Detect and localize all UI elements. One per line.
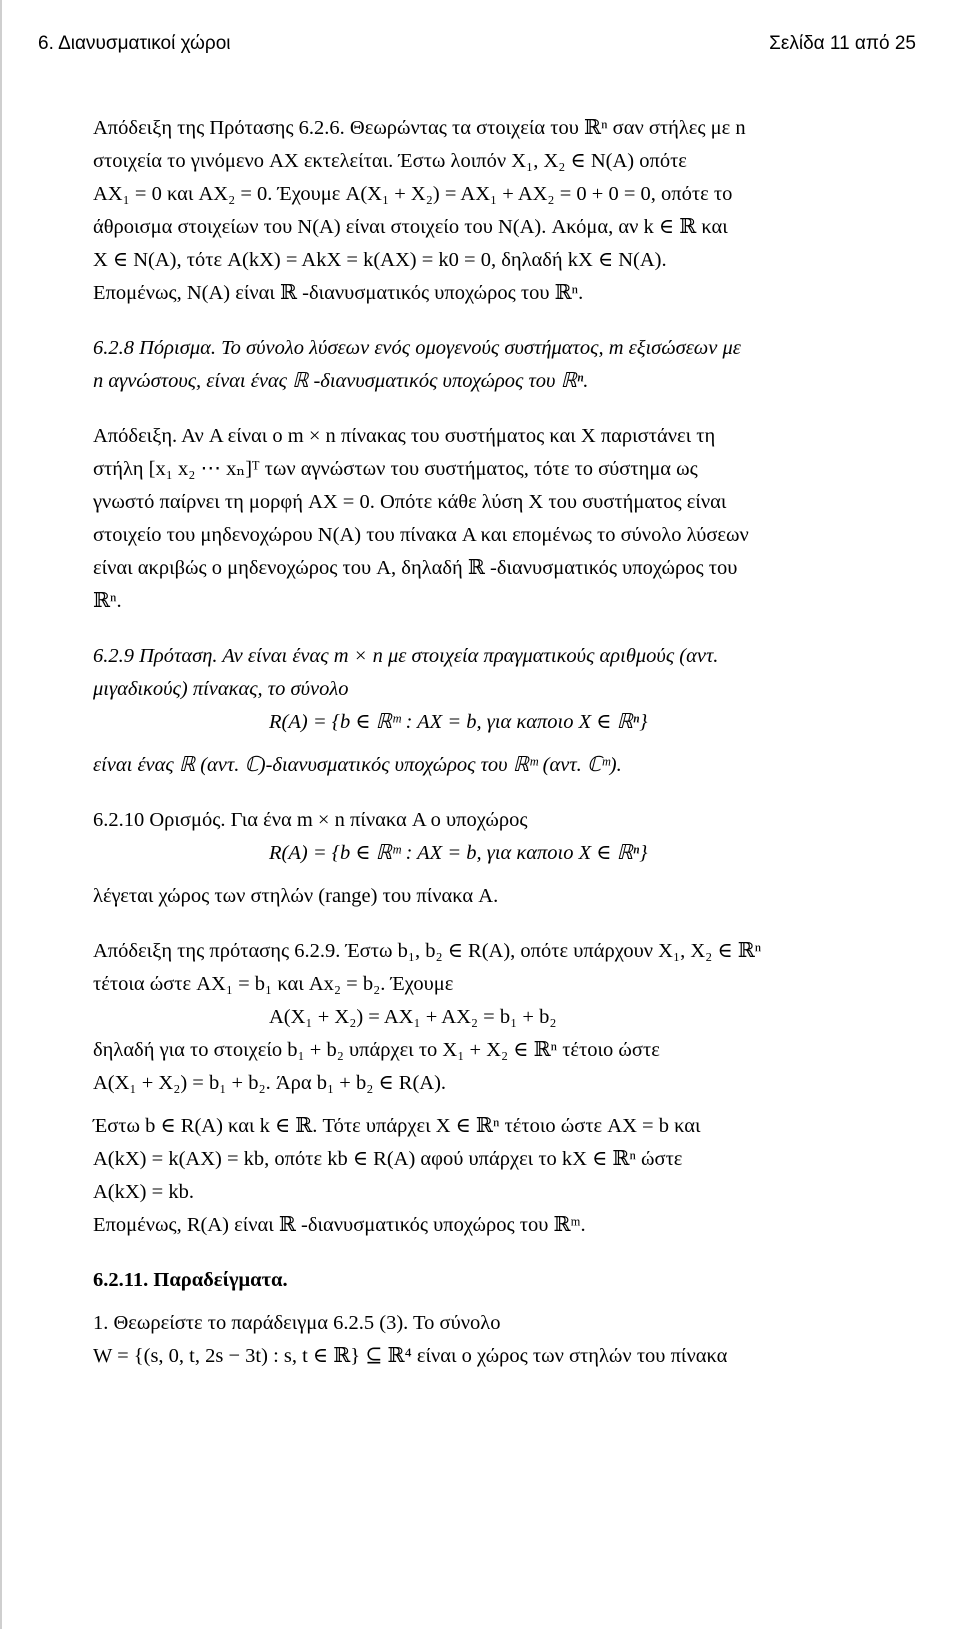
definition-line: 6.2.10 Ορισμός. Για ένα m × n πίνακα A ο υποχώρος <box>93 809 528 831</box>
range-formula: R(A) = {b ∈ ℝᵐ : AX = b, για καποιο X ∈ ℝⁿ} <box>269 842 648 864</box>
proposition-line: μιγαδικούς) πίνακας, το σύνολο <box>93 678 349 700</box>
page-header <box>38 33 916 55</box>
text-line: A(X₁ + X₂) = b₁ + b₂. Άρα b₁ + b₂ ∈ R(A). <box>93 1072 447 1094</box>
text-line: άθροισμα στοιχείων του N(A) είναι στοιχείο του N(A). Ακόμα, αν k ∈ ℝ και <box>93 216 728 238</box>
range-formula: R(A) = {b ∈ ℝᵐ : AX = b, για καποιο X ∈ ℝⁿ} <box>269 711 648 733</box>
corollary-line: n αγνώστους, είναι ένας ℝ -διανυσματικός υποχώρος του ℝⁿ. <box>93 370 589 392</box>
definition-line: λέγεται χώρος των στηλών (range) του πίνακα A. <box>93 885 499 907</box>
proposition-line: 6.2.9 Πρόταση. Αν είναι ένας m × n με στοιχεία πραγματικούς αριθμούς (αντ. <box>93 645 719 667</box>
proof-629-block <box>93 935 916 1242</box>
text-line: AX₁ = 0 και AX₂ = 0. Έχουμε A(X₁ + X₂) = AX₁ + AX₂ = 0 + 0 = 0, οπότε το <box>93 183 733 205</box>
text-line: είναι ακριβώς ο μηδενοχώρος του A, δηλαδή ℝ -διανυσματικός υποχώρος του <box>93 557 738 579</box>
text-line: στήλη [x₁ x₂ ⋯ xₙ]ᵀ των αγνώστων του συστήματος, τότε το σύστημα ως <box>93 458 698 480</box>
section-heading: 6.2.11. Παραδείγματα. <box>93 1269 288 1291</box>
proposition-line: είναι ένας ℝ (αντ. ℂ)-διανυσματικός υποχώρος του ℝᵐ (αντ. ℂᵐ). <box>93 754 622 776</box>
text-line: γνωστό παίρνει τη μορφή AX = 0. Οπότε κάθε λύση X του συστήματος είναι <box>93 491 727 513</box>
text-line: ℝⁿ. <box>93 590 122 612</box>
examples-6211-block <box>93 1264 916 1373</box>
text-line: A(kX) = k(AX) = kb, οπότε kb ∈ R(A) αφού υπάρχει το kX ∈ ℝⁿ ώστε <box>93 1148 683 1170</box>
text-line: Επομένως, R(A) είναι ℝ -διανυσματικός υποχώρος του ℝᵐ. <box>93 1214 586 1236</box>
text-line: Απόδειξη της πρότασης 6.2.9. Έστω b₁, b₂ ∈ R(A), οπότε υπάρχουν X₁, X₂ ∈ ℝⁿ <box>93 940 762 962</box>
page-content <box>93 112 916 1373</box>
sum-formula: A(X₁ + X₂) = AX₁ + AX₂ = b₁ + b₂ <box>269 1006 557 1028</box>
chapter-title: 6. Διανυσματικοί χώροι <box>38 33 231 54</box>
text-line: δηλαδή για το στοιχείο b₁ + b₂ υπάρχει το X₁ + X₂ ∈ ℝⁿ τέτοιο ώστε <box>93 1039 660 1061</box>
definition-6210-block <box>93 804 916 913</box>
text-line: W = {(s, 0, t, 2s − 3t) : s, t ∈ ℝ} ⊆ ℝ⁴ είναι ο χώρος των στηλών του πίνακα <box>93 1345 728 1367</box>
text-line: Επομένως, N(A) είναι ℝ -διανυσματικός υποχώρος του ℝⁿ. <box>93 282 584 304</box>
text-line: στοιχεία το γινόμενο AX εκτελείται. Έστω λοιπόν X₁, X₂ ∈ N(A) οπότε <box>93 150 687 172</box>
proposition-629-block <box>93 640 916 782</box>
text-line: Απόδειξη. Αν A είναι ο m × n πίνακας του συστήματος και X παριστάνει τη <box>93 425 716 447</box>
corollary-line: 6.2.8 Πόρισμα. Το σύνολο λύσεων ενός ομογενούς συστήματος, m εξισώσεων με <box>93 337 741 359</box>
page-number: Σελίδα 11 από 25 <box>769 33 916 54</box>
text-line: Απόδειξη της Πρότασης 6.2.6. Θεωρώντας τα στοιχεία του ℝⁿ σαν στήλες με n <box>93 117 746 139</box>
text-line: στοιχείο του μηδενοχώρου N(A) του πίνακα A και επομένως το σύνολο λύσεων <box>93 524 749 546</box>
proof-628-block <box>93 420 916 618</box>
text-line: A(kX) = kb. <box>93 1181 194 1203</box>
text-line: 1. Θεωρείστε το παράδειγμα 6.2.5 (3). Το σύνολο <box>93 1312 501 1334</box>
proof-626-block <box>93 112 916 310</box>
text-line: X ∈ N(A), τότε A(kX) = AkX = k(AX) = k0 = 0, δηλαδή kX ∈ N(A). <box>93 249 667 271</box>
text-line: Έστω b ∈ R(A) και k ∈ ℝ. Τότε υπάρχει X ∈ ℝⁿ τέτοιο ώστε AX = b και <box>93 1115 701 1137</box>
corollary-628-block <box>93 332 916 398</box>
text-line: τέτοια ώστε AX₁ = b₁ και Ax₂ = b₂. Έχουμε <box>93 973 454 995</box>
